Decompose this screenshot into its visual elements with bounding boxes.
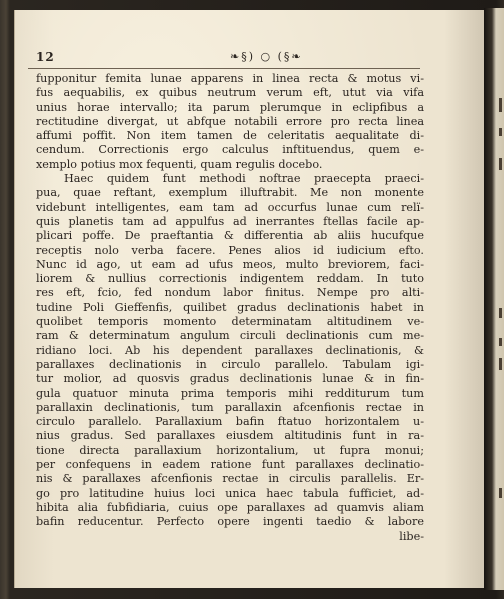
text-line: fupponitur femita lunae apparens in linea recta & motus vi- [36, 72, 424, 85]
facing-page-edge [484, 8, 504, 590]
text-line: nis & parallaxes afcenfionis rectae in circulis parallelis. Er- [36, 472, 424, 486]
text-line: cendum. Correctionis ergo calculus inftituendus, quem e- [36, 143, 424, 157]
text-line: affumi poffit. Non item tamen de celeritatis aequalitate di- [36, 129, 424, 143]
text-line: unius horae intervallo; ita parum plerumque in eclipfibus a [36, 100, 424, 114]
facing-page-mark [499, 338, 502, 346]
facing-page-mark [499, 358, 502, 370]
text-line: quolibet temporis momento determinatam altitudinem ve- [36, 315, 424, 329]
text-line: fus aequabilis, ex quibus neutrum verum eft, utut via vifa [36, 86, 424, 100]
text-line: bafin reducentur. Perfecto opere ingenti taedio & labore [36, 515, 424, 529]
facing-page-mark [499, 98, 502, 112]
text-line: hibita alia fubfidiaria, cuius ope parallaxes ad quamvis aliam [36, 500, 424, 514]
text-line: plicari poffe. De praeftantia & differentia ab aliis hucufque [36, 229, 424, 243]
header-ornament: ❧§) ○ (§❧ [230, 50, 303, 63]
text-line: pua, quae reftant, exemplum illuftrabit. Me non monente [36, 186, 424, 200]
text-line: parallaxes declinationis in circulo parallelo. Tabulam igi- [36, 357, 424, 371]
text-line: tudine Poli Gieffenfis, quilibet gradus declinationis habet in [36, 300, 424, 314]
text-line: liorem & nullius correctionis indigentem reddam. In tuto [36, 272, 424, 286]
text-line: per confequens in eadem ratione funt parallaxes declinatio- [36, 458, 424, 472]
text-line: tione directa parallaxium horizontalium, ut fupra monui; [36, 443, 424, 457]
text-line: quis planetis tam ad appulfus ad inerrantes ftellas facile ap- [36, 214, 424, 228]
text-line: rectitudine divergat, ut abfque notabili errore pro recta linea [36, 114, 424, 128]
text-line: parallaxin declinationis, tum parallaxin afcenfionis rectae in [36, 400, 424, 414]
header-rule [28, 68, 420, 69]
page-header [28, 50, 458, 66]
text-line: ram & determinatum angulum circuli declinationis cum me- [36, 329, 424, 343]
text-line: receptis nolo verba facere. Penes alios id iudicium efto. [36, 243, 424, 257]
facing-page-mark [499, 308, 502, 318]
text-line: go pro latitudine huius loci unica haec tabula fufficiet, ad- [36, 486, 424, 500]
text-line: Nunc id ago, ut eam ad ufus meos, multo breviorem, faci- [36, 257, 424, 271]
text-line: res eft, fcio, fed nondum labor finitus. Nempe pro alti- [36, 286, 424, 300]
text-line: Haec quidem funt methodi noftrae praecepta praeci- [64, 172, 424, 186]
facing-page-mark [499, 488, 502, 498]
text-line: circulo parallelo. Parallaxium bafin ftatuo horizontalem u- [36, 415, 424, 429]
text-line: xemplo potius mox fequenti, quam regulis docebo. [36, 157, 323, 171]
body-text [36, 72, 424, 544]
text-line: ridiano loci. Ab his dependent parallaxes declinationis, & [36, 343, 424, 357]
facing-page-mark [499, 128, 502, 136]
catchword: libe- [399, 529, 424, 543]
text-line: tur molior, ad quosvis gradus declinationis lunae & in fin- [36, 372, 424, 386]
text-line: videbunt intelligentes, eam tam ad occurfus lunae cum relï- [36, 200, 424, 214]
page-number: 12 [36, 50, 55, 64]
text-line: nius gradus. Sed parallaxes eiusdem altitudinis funt in ra- [36, 429, 424, 443]
text-line: gula quatuor minuta prima temporis mihi redditurum tum [36, 386, 424, 400]
facing-page-mark [499, 158, 502, 170]
